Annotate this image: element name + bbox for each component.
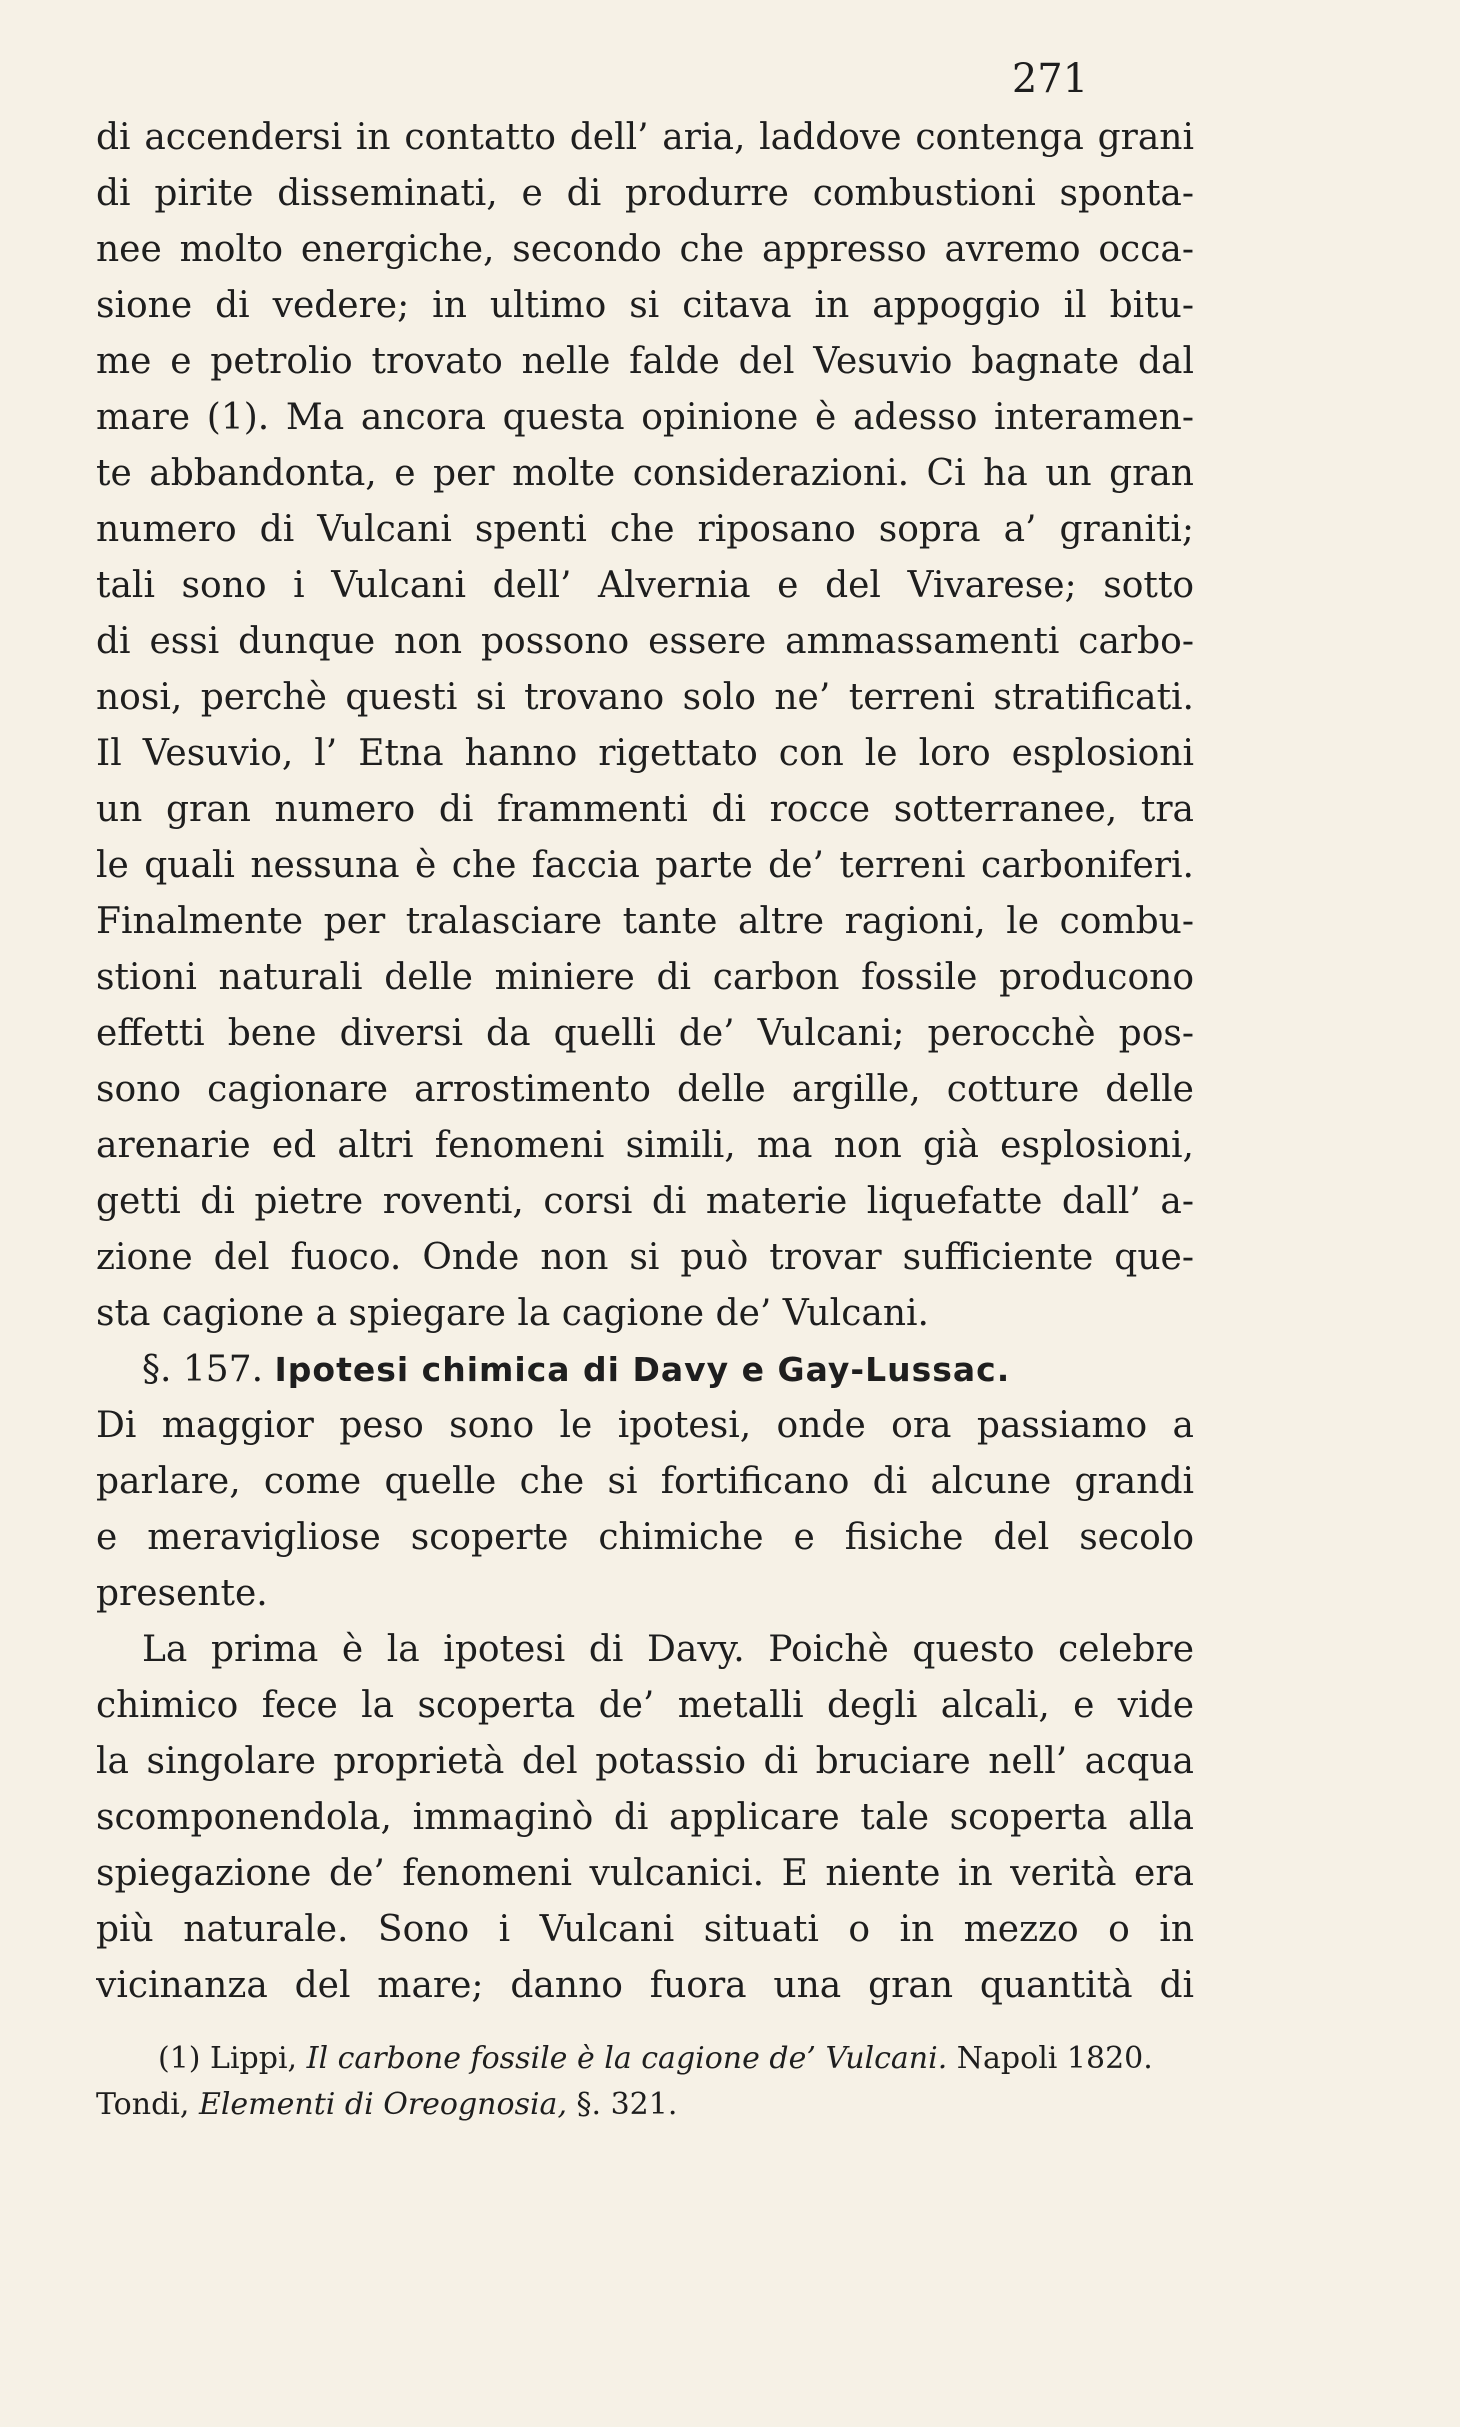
text-line: sta cagione a spiegare la cagione de’ Vulcani. [96,1293,929,1334]
text-line: sione di vedere; in ultimo si citava in appoggio il bitu- [96,285,1194,326]
footnote-line [96,2082,1194,2128]
text-line: tali sono i Vulcani dell’ Alvernia e del Vivarese; sotto [96,565,1194,606]
footnote-citation-title: Il carbone fossile è la cagione de’ Vulcani. [306,2041,948,2076]
text-line: zione del fuoco. Onde non si può trovar sufficiente que- [96,1237,1194,1278]
text-line: sono cagionare arrostimento delle argille, cotture delle [96,1069,1194,1110]
footnote-text: Napoli 1820. [947,2041,1153,2076]
text-line: più naturale. Sono i Vulcani situati o in mezzo o in [96,1909,1194,1950]
text-line: vicinanza del mare; danno fuora una gran quantità di [96,1965,1194,2006]
text-line: Finalmente per tralasciare tante altre ragioni, le combu- [96,901,1194,942]
section-title: Ipotesi chimica di Davy e Gay-Lussac. [274,1350,1011,1389]
section-heading [96,1342,1194,1398]
text-line: me e petrolio trovato nelle falde del Vesuvio bagnate dal [96,341,1194,382]
footnotes [96,2036,1194,2128]
text-line: mare (1). Ma ancora questa opinione è adesso interamen- [96,397,1194,438]
footnote-text: (1) Lippi, [158,2041,307,2076]
text-line: nosi, perchè questi si trovano solo ne’ terreni stratificati. [96,677,1194,718]
text-line: te abbandonta, e per molte considerazioni. Ci ha un gran [96,453,1194,494]
footnote-text: Tondi, [96,2087,199,2122]
text-line: le quali nessuna è che faccia parte de’ terreni carboniferi. [96,845,1194,886]
text-line: scomponendola, immaginò di applicare tale scoperta alla [96,1797,1194,1838]
footnote-line [96,2036,1194,2082]
text-line: getti di pietre roventi, corsi di materie liquefatte dall’ a- [96,1181,1194,1222]
footnote-citation-title: Elementi di Oreognosia, [198,2087,567,2122]
text-line: numero di Vulcani spenti che riposano sopra a’ graniti; [96,509,1194,550]
text-line: presente. [96,1573,268,1614]
body-text [96,110,1194,2014]
text-line: un gran numero di frammenti di rocce sotterranee, tra [96,789,1194,830]
text-line: chimico fece la scoperta de’ metalli degli alcali, e vide [96,1685,1194,1726]
text-line: di essi dunque non possono essere ammassamenti carbo- [96,621,1194,662]
text-line: di accendersi in contatto dell’ aria, laddove contenga grani [96,117,1194,158]
section-number: §. 157. [142,1349,264,1390]
text-line: arenarie ed altri fenomeni simili, ma non già esplosioni, [96,1125,1194,1166]
text-line: parlare, come quelle che si fortificano di alcune grandi [96,1461,1194,1502]
text-line: Di maggior peso sono le ipotesi, onde ora passiamo a [96,1405,1194,1446]
text-line: spiegazione de’ fenomeni vulcanici. E niente in verità era [96,1853,1194,1894]
text-line: di pirite disseminati, e di produrre combustioni sponta- [96,173,1194,214]
text-line: nee molto energiche, secondo che appresso avremo occa- [96,229,1194,270]
text-line: La prima è la ipotesi di Davy. Poichè questo celebre [142,1629,1194,1670]
text-line: stioni naturali delle miniere di carbon fossile producono [96,957,1194,998]
text-line: e meravigliose scoperte chimiche e fisiche del secolo [96,1517,1194,1558]
footnote-text: §. 321. [566,2087,678,2122]
page-number: 271 [1011,56,1089,102]
text-line: effetti bene diversi da quelli de’ Vulcani; perocchè pos- [96,1013,1194,1054]
text-line: Il Vesuvio, l’ Etna hanno rigettato con le loro esplosioni [96,733,1194,774]
text-line: la singolare proprietà del potassio di bruciare nell’ acqua [96,1741,1194,1782]
